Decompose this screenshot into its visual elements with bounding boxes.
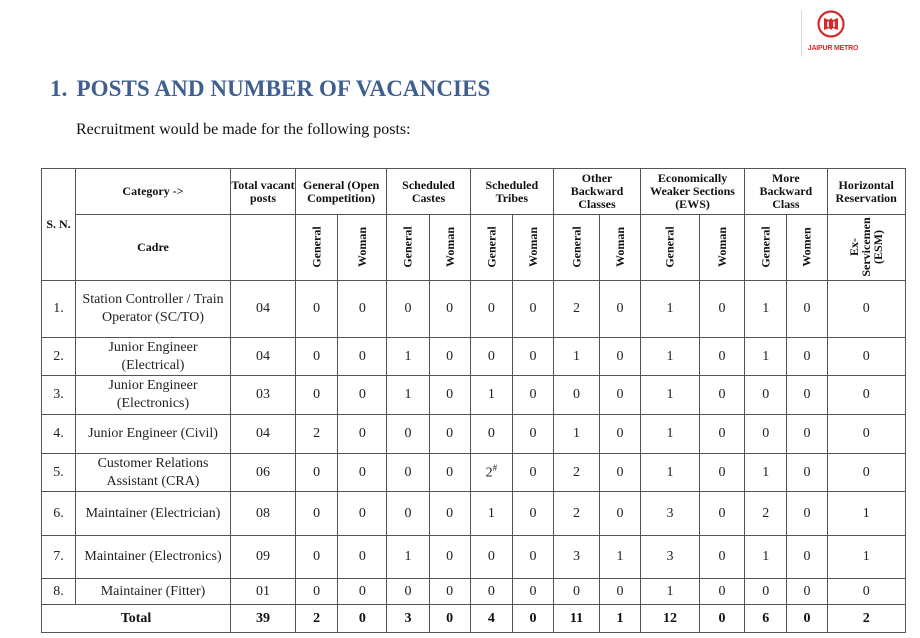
row-value: 2# [470, 454, 512, 492]
total-cell: 6 [745, 605, 787, 633]
row-value: 1 [470, 492, 512, 536]
row-value: 0 [429, 492, 470, 536]
row-value: 0 [470, 536, 512, 579]
row-value: 0 [513, 536, 554, 579]
row-value: 0 [554, 579, 600, 605]
table-body [42, 281, 906, 605]
row-sn: 2. [42, 338, 76, 376]
row-value: 0 [827, 281, 905, 338]
total-cell: 0 [513, 605, 554, 633]
row-sn: 7. [42, 536, 76, 579]
total-cell: 0 [700, 605, 745, 633]
row-value: 0 [338, 281, 387, 338]
row-cadre: Maintainer (Fitter) [76, 579, 231, 605]
row-cadre: Junior Engineer (Electronics) [76, 376, 231, 415]
row-value: 0 [600, 492, 641, 536]
row-value: 0 [700, 454, 745, 492]
row-value: 0 [745, 579, 787, 605]
row-sn: 8. [42, 579, 76, 605]
row-value: 0 [554, 376, 600, 415]
row-value: 0 [429, 376, 470, 415]
row-value: 1 [827, 492, 905, 536]
row-value: 2 [554, 454, 600, 492]
table-row [42, 579, 906, 605]
row-value: 1 [387, 338, 429, 376]
total-posts: 39 [231, 605, 296, 633]
sub-header-ews-woman: Woman [700, 215, 745, 281]
row-value: 0 [338, 454, 387, 492]
row-value: 1 [470, 376, 512, 415]
table-row [42, 492, 906, 536]
row-value: 0 [787, 492, 827, 536]
row-value: 0 [296, 281, 338, 338]
row-value: 1 [554, 415, 600, 454]
section-number: 1. [50, 76, 68, 101]
row-value: 0 [827, 579, 905, 605]
row-value: 0 [827, 415, 905, 454]
row-value: 0 [787, 579, 827, 605]
row-value: 0 [296, 338, 338, 376]
row-value: 0 [429, 338, 470, 376]
row-value: 1 [745, 281, 787, 338]
row-value: 0 [827, 454, 905, 492]
row-sn: 3. [42, 376, 76, 415]
sub-header-mbc-women: Women [787, 215, 827, 281]
row-total: 01 [231, 579, 296, 605]
sub-header-st-woman: Woman [513, 215, 554, 281]
row-value: 1 [745, 454, 787, 492]
row-value: 0 [338, 376, 387, 415]
sub-header-obc-woman: Woman [600, 215, 641, 281]
row-sn: 6. [42, 492, 76, 536]
table-row [42, 281, 906, 338]
row-value: 0 [513, 338, 554, 376]
row-value: 0 [600, 338, 641, 376]
row-value: 0 [429, 415, 470, 454]
row-value: 2 [554, 281, 600, 338]
total-cell: 2 [296, 605, 338, 633]
row-value: 0 [787, 281, 827, 338]
row-value: 0 [787, 536, 827, 579]
row-value: 0 [787, 415, 827, 454]
row-sn: 1. [42, 281, 76, 338]
row-value: 0 [338, 415, 387, 454]
row-value: 0 [700, 281, 745, 338]
row-value: 0 [827, 376, 905, 415]
row-value: 0 [296, 579, 338, 605]
section-heading [50, 76, 490, 102]
sub-header-gen-woman: Woman [338, 215, 387, 281]
row-value: 0 [338, 536, 387, 579]
row-value: 0 [513, 492, 554, 536]
row-value: 1 [745, 338, 787, 376]
row-value: 0 [470, 579, 512, 605]
row-value: 1 [387, 536, 429, 579]
row-value: 0 [338, 338, 387, 376]
row-cadre: Junior Engineer (Electrical) [76, 338, 231, 376]
row-value: 2 [745, 492, 787, 536]
row-value: 1 [641, 376, 700, 415]
row-value: 0 [700, 376, 745, 415]
row-value: 0 [787, 338, 827, 376]
group-header-mbc: More Backward Class [745, 169, 828, 215]
group-header-horizontal: Horizontal Reservation [827, 169, 905, 215]
intro-text: Recruitment would be made for the following posts: [76, 121, 411, 138]
group-header-general: General (Open Competition) [296, 169, 387, 215]
sub-header-esm: Ex-Servicemen (ESM) [827, 215, 905, 281]
row-total: 06 [231, 454, 296, 492]
row-value: 0 [470, 338, 512, 376]
header-row-categories [42, 169, 906, 215]
row-cadre: Maintainer (Electronics) [76, 536, 231, 579]
row-value: 1 [641, 454, 700, 492]
footnote-marker: # [492, 463, 498, 474]
total-cell: 2 [827, 605, 905, 633]
total-cell: 0 [787, 605, 827, 633]
sn-header: S. N. [42, 169, 76, 281]
jaipur-metro-logo [804, 10, 864, 58]
logo-text: JAIPUR METRO [807, 45, 859, 52]
row-value: 0 [429, 536, 470, 579]
row-value: 0 [296, 454, 338, 492]
row-value: 1 [600, 536, 641, 579]
row-value: 0 [296, 376, 338, 415]
row-value: 3 [641, 492, 700, 536]
total-label: Total [42, 605, 231, 633]
table-row [42, 454, 906, 492]
row-total: 03 [231, 376, 296, 415]
sub-header-gen-general: General [296, 215, 338, 281]
sub-header-sc-woman: Woman [429, 215, 470, 281]
row-sn: 4. [42, 415, 76, 454]
table-row [42, 536, 906, 579]
row-value: 2 [296, 415, 338, 454]
header-row-subcategories [42, 215, 906, 281]
row-sn: 5. [42, 454, 76, 492]
group-header-st: Scheduled Tribes [470, 169, 553, 215]
row-total: 08 [231, 492, 296, 536]
category-header: Category -> [76, 169, 231, 215]
table-row [42, 376, 906, 415]
row-total: 09 [231, 536, 296, 579]
sub-header-obc-general: General [554, 215, 600, 281]
row-value: 0 [429, 454, 470, 492]
row-value: 0 [600, 415, 641, 454]
row-value: 1 [387, 376, 429, 415]
sub-header-mbc-general: General [745, 215, 787, 281]
row-value: 2 [554, 492, 600, 536]
sub-header-ews-general: General [641, 215, 700, 281]
total-cell: 4 [470, 605, 512, 633]
table-row [42, 338, 906, 376]
row-total: 04 [231, 415, 296, 454]
row-value: 0 [700, 579, 745, 605]
row-value: 0 [787, 454, 827, 492]
row-value: 0 [600, 376, 641, 415]
row-value: 0 [513, 579, 554, 605]
row-value: 0 [429, 579, 470, 605]
section-title: POSTS AND NUMBER OF VACANCIES [76, 76, 491, 101]
row-value: 0 [387, 281, 429, 338]
row-value: 0 [700, 338, 745, 376]
row-cadre: Station Controller / Train Operator (SC/TO) [76, 281, 231, 338]
row-value: 1 [641, 415, 700, 454]
row-value: 0 [513, 415, 554, 454]
group-header-obc: Other Backward Classes [554, 169, 641, 215]
row-value: 3 [641, 536, 700, 579]
logo-divider [801, 10, 802, 56]
sub-header-sc-general: General [387, 215, 429, 281]
row-value: 0 [429, 281, 470, 338]
row-value: 0 [745, 415, 787, 454]
row-value: 0 [387, 415, 429, 454]
row-value: 0 [700, 415, 745, 454]
row-value: 0 [600, 281, 641, 338]
sub-header-st-general: General [470, 215, 512, 281]
row-value: 0 [700, 492, 745, 536]
group-header-ews: Economically Weaker Sections (EWS) [641, 169, 745, 215]
total-cell: 3 [387, 605, 429, 633]
row-value: 0 [600, 579, 641, 605]
row-value: 1 [641, 281, 700, 338]
row-value: 0 [338, 579, 387, 605]
vacancies-table [41, 168, 906, 633]
total-cell: 1 [600, 605, 641, 633]
row-value: 0 [387, 579, 429, 605]
row-value: 0 [827, 338, 905, 376]
total-header-blank [231, 215, 296, 281]
total-header: Total vacant posts [231, 169, 296, 215]
row-value: 0 [600, 454, 641, 492]
total-cell: 11 [554, 605, 600, 633]
cadre-header: Cadre [76, 215, 231, 281]
table-row [42, 415, 906, 454]
metro-logo-icon [817, 10, 845, 38]
row-cadre: Customer Relations Assistant (CRA) [76, 454, 231, 492]
row-value: 0 [296, 536, 338, 579]
row-total: 04 [231, 281, 296, 338]
row-value: 3 [554, 536, 600, 579]
row-value: 1 [827, 536, 905, 579]
row-value: 0 [387, 492, 429, 536]
row-value: 0 [470, 281, 512, 338]
row-value: 0 [787, 376, 827, 415]
row-value: 1 [554, 338, 600, 376]
total-cell: 0 [338, 605, 387, 633]
row-cadre: Maintainer (Electrician) [76, 492, 231, 536]
row-value: 0 [296, 492, 338, 536]
row-value: 0 [513, 454, 554, 492]
row-value: 0 [745, 376, 787, 415]
row-cadre: Junior Engineer (Civil) [76, 415, 231, 454]
row-value: 1 [641, 338, 700, 376]
row-value: 0 [387, 454, 429, 492]
total-cell: 0 [429, 605, 470, 633]
total-cell: 12 [641, 605, 700, 633]
total-row [42, 605, 906, 633]
row-value: 0 [470, 415, 512, 454]
row-value: 0 [513, 376, 554, 415]
row-total: 04 [231, 338, 296, 376]
row-value: 0 [700, 536, 745, 579]
row-value: 0 [338, 492, 387, 536]
row-value: 1 [745, 536, 787, 579]
row-value: 0 [513, 281, 554, 338]
group-header-sc: Scheduled Castes [387, 169, 470, 215]
row-value: 1 [641, 579, 700, 605]
